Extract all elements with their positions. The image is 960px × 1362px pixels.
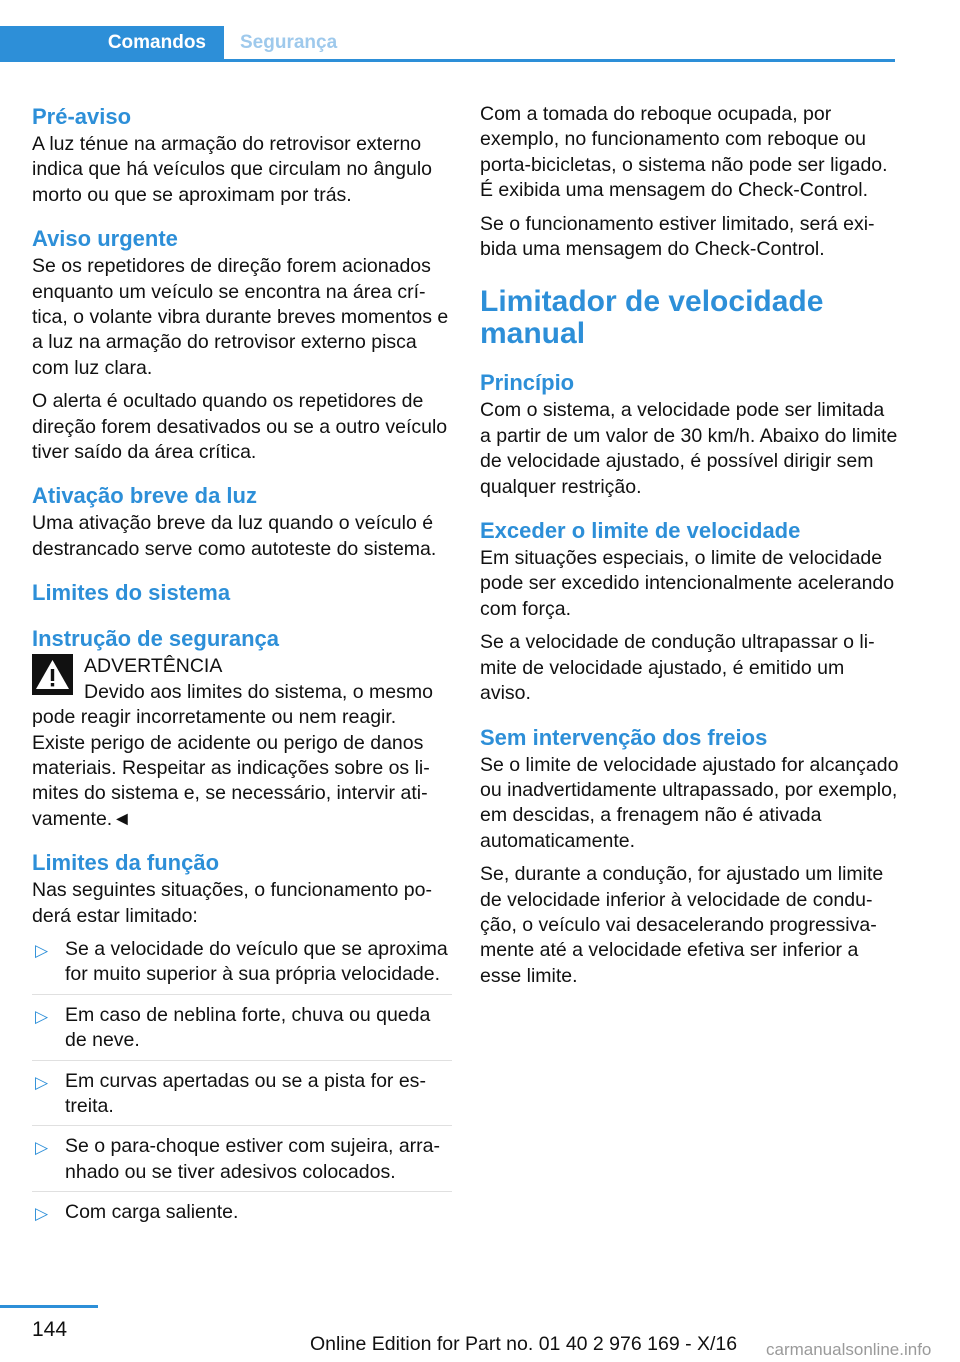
bullet-triangle-icon: ▷: [35, 1072, 49, 1092]
text-sem-intervencao-2: Se, durante a condução, for ajustado um limite de velocidade inferior à velocidade de condução, o veículo vai desacelerando progressivamente até a velocidade efetiva ser inferior a esse limite.: [480, 863, 884, 987]
warning-text-rest: pode reagir incorretamente ou nem reagir. Existe perigo de acidente ou perigo de danos materiais. Respeitar as indicações sobre os limites do sistema e, se necessário, intervir ativamente.◄: [32, 706, 430, 830]
text-preaviso: A luz ténue na armação do retrovisor externo indica que há veículos que circulam no ângulo morto ou que se aproximam por trás.: [32, 133, 433, 206]
tab-comandos[interactable]: Comandos: [0, 26, 224, 62]
watermark: carmanualsonline.info: [766, 1340, 932, 1359]
heading-aviso-urgente: Aviso urgente: [32, 226, 178, 252]
text-limites-funcao: Nas seguintes situações, o funcionamento poderá estar limitado:: [32, 879, 432, 927]
text-reboque: Com a tomada do reboque ocupada, por exemplo, no funcionamento com reboque ou porta-bicicletas, o sistema não pode ser ligado. É exibida uma mensagem do Check-Control.: [480, 103, 888, 202]
heading-limitador: Limitador de velocidade manual: [480, 285, 824, 351]
heading-principio: Princípio: [480, 370, 575, 396]
list-item: ▷ Em caso de neblina forte, chuva ou queda de neve.: [32, 1003, 452, 1061]
list-item: ▷ Se o para-choque estiver com sujeira, arranhado ou se tiver adesivos colocados.: [32, 1134, 452, 1192]
heading-ativacao: Ativação breve da luz: [32, 483, 257, 509]
bullet-triangle-icon: ▷: [35, 940, 49, 960]
bullet-triangle-icon: ▷: [35, 1138, 49, 1158]
text-limitado: Se o funcionamento estiver limitado, será exibida uma mensagem do Check-Control.: [480, 212, 875, 261]
page-number: 144: [32, 1318, 68, 1341]
tab-seguranca[interactable]: Segurança: [240, 32, 338, 53]
warning-label: ADVERTÊNCIA: [84, 655, 223, 678]
header-tabs: [0, 26, 895, 62]
bullet-triangle-icon: ▷: [35, 1204, 49, 1224]
heading-preaviso: Pré-aviso: [32, 104, 132, 129]
heading-sem-intervencao: Sem intervenção dos freios: [480, 724, 768, 750]
heading-instrucao-seguranca: Instrução de segurança: [32, 626, 279, 652]
edition-text: Online Edition for Part no. 01 40 2 976 169 - X/16: [310, 1333, 738, 1355]
heading-limites-funcao: Limites da função: [32, 850, 220, 876]
text-ativacao: Uma ativação breve da luz quando o veículo é destrancado serve como autoteste do sistema.: [32, 512, 437, 560]
list-item: ▷ Se a velocidade do veículo que se aproxima for muito superior à sua própria velocidade.: [32, 937, 452, 995]
text-aviso-urgente-2: O alerta é ocultado quando os repetidores de direção forem desativados ou se a outro veículo tiver saído da área crítica.: [32, 390, 448, 464]
heading-exceder: Exceder o limite de velocidade: [480, 518, 801, 544]
bullet-triangle-icon: ▷: [35, 1006, 49, 1026]
footer-rule: [0, 1305, 98, 1308]
text-sem-intervencao-1: Se o limite de velocidade ajustado for alcançado ou inadvertidamente ultrapassado, por exemplo, em descidas, a frenagem não é ativada automaticamente.: [480, 753, 899, 852]
text-exceder-1: Em situações especiais, o limite de velocidade pode ser excedido intencionalmente acelerando com força.: [480, 547, 895, 620]
limitations-list: [32, 937, 452, 1232]
list-item: ▷ Com carga saliente.: [32, 1200, 452, 1231]
left-column: [32, 102, 452, 1240]
header-rule: [0, 59, 895, 62]
text-exceder-2: Se a velocidade de condução ultrapassar o limite de velocidade ajustado, é emitido um aviso.: [480, 631, 875, 705]
heading-limites-sistema: Limites do sistema: [32, 580, 231, 606]
warning-block: [32, 654, 452, 705]
warning-text-first: Devido aos limites do sistema, o mesmo: [84, 680, 433, 703]
warning-triangle-icon: [32, 654, 73, 695]
text-principio: Com o sistema, a velocidade pode ser limitada a partir de um valor de 30 km/h. Abaixo do limite de velocidade ajustado, é possível dirigir sem qualquer restrição.: [480, 399, 898, 498]
text-aviso-urgente-1: Se os repetidores de direção forem acionados enquanto um veículo se encontra na área crítica, o volante vibra durante breves momentos e a luz na armação do retrovisor externo pisca com luz clara.: [32, 255, 449, 379]
list-item: ▷ Em curvas apertadas ou se a pista for estreita.: [32, 1069, 452, 1127]
right-column: [480, 102, 900, 997]
